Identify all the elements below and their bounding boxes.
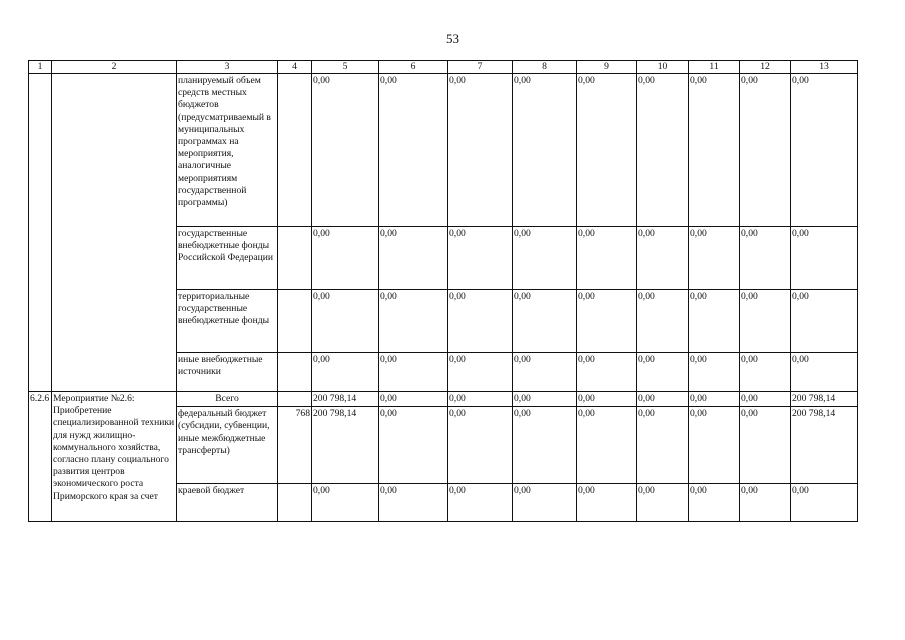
value-cell: 0,00: [379, 227, 448, 290]
value-cell: 0,00: [637, 290, 689, 353]
col-header-6: 6: [379, 61, 448, 74]
value-cell: 0,00: [740, 407, 791, 484]
col-header-2: 2: [52, 61, 177, 74]
value-cell: 0,00: [513, 392, 577, 407]
value-cell: 0,00: [791, 484, 858, 522]
col-header-5: 5: [312, 61, 379, 74]
value-cell: 0,00: [577, 392, 637, 407]
measure-title: Мероприятие №2.6:: [53, 393, 135, 404]
value-cell: 0,00: [379, 290, 448, 353]
cell-code: [278, 392, 312, 407]
value-cell: 0,00: [312, 353, 379, 392]
value-cell: 0,00: [513, 484, 577, 522]
value-cell: 0,00: [312, 74, 379, 227]
value-cell: 0,00: [513, 407, 577, 484]
value-cell: 0,00: [577, 227, 637, 290]
value-cell: 0,00: [637, 227, 689, 290]
value-cell: 0,00: [577, 407, 637, 484]
value-cell: 0,00: [637, 392, 689, 407]
value-cell: 0,00: [791, 353, 858, 392]
col-header-10: 10: [637, 61, 689, 74]
value-cell: 0,00: [689, 290, 740, 353]
value-cell: 200 798,14: [791, 407, 858, 484]
value-cell: 0,00: [689, 392, 740, 407]
value-cell: 0,00: [689, 74, 740, 227]
value-cell: 0,00: [448, 392, 513, 407]
source-label: государственные внебюджетные фонды Российской Федерации: [177, 227, 278, 290]
value-cell: 0,00: [448, 484, 513, 522]
cell-name-empty: [52, 74, 177, 392]
cell-code: 768: [278, 407, 312, 484]
table-row-total: [29, 392, 858, 407]
col-header-1: 1: [29, 61, 52, 74]
value-cell: 0,00: [448, 290, 513, 353]
col-header-4: 4: [278, 61, 312, 74]
value-cell: 0,00: [740, 353, 791, 392]
value-cell: 0,00: [577, 353, 637, 392]
value-cell: 0,00: [513, 290, 577, 353]
cell-code: [278, 353, 312, 392]
value-cell: 0,00: [379, 74, 448, 227]
value-cell: 0,00: [689, 484, 740, 522]
col-header-7: 7: [448, 61, 513, 74]
column-number-row: [29, 61, 858, 74]
value-cell: 0,00: [740, 227, 791, 290]
cell-number-empty: [29, 74, 52, 392]
col-header-13: 13: [791, 61, 858, 74]
source-label: планируемый объем средств местных бюджетов (предусматриваемый в муниципальных программах на мероприятия, аналогичные мероприятиям государственной программы): [177, 74, 278, 227]
measure-name: [52, 392, 177, 522]
col-header-8: 8: [513, 61, 577, 74]
value-cell: 0,00: [577, 484, 637, 522]
value-cell: 0,00: [577, 290, 637, 353]
value-cell: 0,00: [791, 290, 858, 353]
value-cell: 0,00: [740, 290, 791, 353]
value-cell: 0,00: [448, 74, 513, 227]
total-label: Всего: [177, 392, 278, 407]
value-cell: 0,00: [312, 227, 379, 290]
value-cell: 0,00: [312, 290, 379, 353]
value-cell: 0,00: [740, 484, 791, 522]
value-cell: 0,00: [513, 227, 577, 290]
col-header-11: 11: [689, 61, 740, 74]
source-label: территориальные государственные внебюджетные фонды: [177, 290, 278, 353]
cell-code: [278, 227, 312, 290]
value-cell: 0,00: [637, 74, 689, 227]
value-cell: 0,00: [689, 227, 740, 290]
cell-code: [278, 484, 312, 522]
source-label: краевой бюджет: [177, 484, 278, 522]
value-cell: 0,00: [791, 227, 858, 290]
value-cell: 0,00: [513, 74, 577, 227]
value-cell: 0,00: [637, 484, 689, 522]
value-cell: 0,00: [379, 484, 448, 522]
col-header-3: 3: [177, 61, 278, 74]
measure-number: 6.2.6: [29, 392, 52, 522]
value-cell: 0,00: [637, 407, 689, 484]
value-cell: 0,00: [448, 407, 513, 484]
budget-table: [28, 60, 858, 522]
value-cell: 0,00: [637, 353, 689, 392]
value-cell: 0,00: [379, 353, 448, 392]
value-cell: 0,00: [448, 353, 513, 392]
value-cell: 0,00: [312, 484, 379, 522]
cell-code: [278, 290, 312, 353]
source-label: федеральный бюджет (субсидии, субвенции, иные межбюджетные трансферты): [177, 407, 278, 484]
value-cell: 0,00: [740, 74, 791, 227]
page-number: 53: [446, 31, 459, 46]
value-cell: 200 798,14: [312, 407, 379, 484]
col-header-9: 9: [577, 61, 637, 74]
value-cell: 0,00: [689, 407, 740, 484]
measure-description: Приобретение специализированной техники для нужд жилищно-коммунального хозяйства, согласно плану социального развития центров экономического роста Приморского края за счет: [53, 405, 175, 502]
source-label: иные внебюджетные источники: [177, 353, 278, 392]
col-header-12: 12: [740, 61, 791, 74]
cell-code: [278, 74, 312, 227]
value-cell: 0,00: [513, 353, 577, 392]
table-row: [29, 74, 858, 227]
value-cell: 200 798,14: [312, 392, 379, 407]
value-cell: 0,00: [379, 407, 448, 484]
value-cell: 0,00: [689, 353, 740, 392]
value-cell: 0,00: [577, 74, 637, 227]
value-cell: 0,00: [791, 74, 858, 227]
value-cell: 200 798,14: [791, 392, 858, 407]
value-cell: 0,00: [448, 227, 513, 290]
value-cell: 0,00: [740, 392, 791, 407]
value-cell: 0,00: [379, 392, 448, 407]
